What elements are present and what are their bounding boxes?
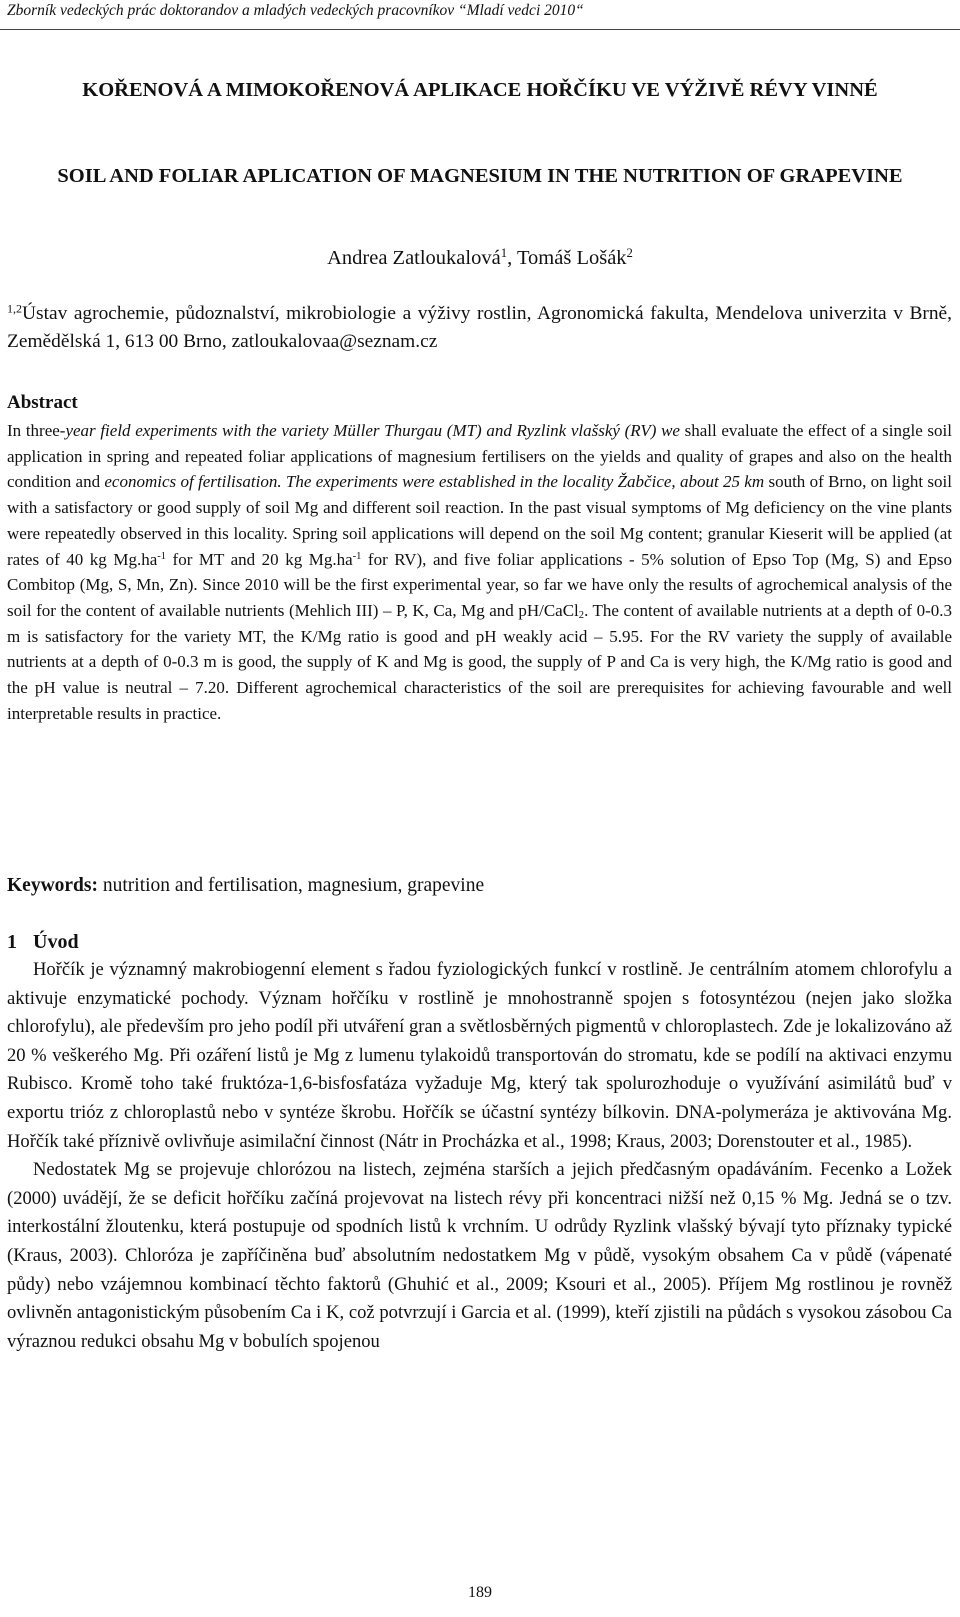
affiliation-text: Ústav agrochemie, půdoznalství, mikrobiologie a výživy rostlin, Agronomická fakulta, Mendelova univerzita v Brně, Zemědělská 1, 613 00 Brno, zatloukalovaa@seznam.cz [7,303,952,352]
page-number: 189 [468,1584,492,1601]
author-name: Tomáš Lošák [516,247,627,269]
abstract-text [7,418,952,726]
paper-title-czech: KOŘENOVÁ A MIMOKOŘENOVÁ APLIKACE HOŘČÍKU VE VÝŽIVĚ RÉVY VINNÉ [82,79,878,101]
body-paragraph: Hořčík je významný makrobiogenní element s řadou fyziologických funkcí v rostlině. Je centrálním atomem chlorofylu a aktivuje enzymatické pochody. Význam hořčíku v rostlině je mnohostranně spojen s fotosyntézou (nejen jako složka chlorofylu), ale především pro jeho podíl při utváření gran a světlosběrných pigmentů v chloroplastech. Zde je lokalizováno až 20 % veškerého Mg. Při ozáření listů je Mg z lumenu tylakoidů transportován do stromatu, kde se podílí na aktivaci enzymu Rubisco. Kromě toho také fruktóza-1,6-bisfosfatáza vyžaduje Mg, který tak spolurozhoduje o využívání asimilátů buď v exportu trióz z chloroplastů nebo v syntéze škrobu. Hořčík se účastní syntézy bílkovin. DNA-polymeráza je aktivována Mg. Hořčík také příznivě ovlivňuje asimilační činnost (Nátr in Procházka et al., 1998; Kraus, 2003; Dorenstouter et al., 1985). [7,959,952,1152]
author-name: Andrea Zatloukalová [327,247,501,269]
section-title: Úvod [33,931,79,953]
author-separator: , [507,247,517,269]
abstract-segment: for MT and 20 kg Mg.ha [166,549,353,569]
unit-exponent: -1 [352,550,362,562]
keywords-line [7,872,484,899]
affiliation-mark: 1,2 [7,301,23,316]
affiliation [7,300,952,355]
abstract-segment: shall evaluate the effect of a single soil application in spring and repeated foliar applications of magnesium fertilisers on the yields and quality of grapes and also on the health condition and [7,421,952,492]
chemical-subscript: 2 [578,610,585,622]
body-text [7,956,952,1356]
abstract-segment: south of Brno, on light soil with a satisfactory or good supply of soil Mg and different soil reaction. In the past visual symptoms of Mg deficiency on the vine plants were repeatedly observed in this locality. Spring soil applications will depend on the soil Mg content; granular Kieserit will be applied (at rates of 40 kg Mg.ha [7,472,952,569]
section-heading [7,928,79,956]
abstract-segment-italic: economics of fertilisation. The experiments were established in the locality Žabčice, about 25 km [104,472,765,492]
abstract-segment: for RV), and five foliar applications - 5% solution of Epso Top (Mg, S) and Epso Combitop (Mg, S, Mn, Zn). Since 2010 will be the first experimental year, so far we have only the results of agrochemical analysis of the soil for the content of available nutrients (Mehlich III) – P, K, Ca, Mg and pH/CaCl [7,549,952,620]
running-header-text: Zborník vedeckých prác doktorandov a mladých vedeckých pracovníkov “Mladí vedci 2010“ [7,2,584,19]
abstract-segment: . The content of available nutrients at a depth of 0-0.3 m is satisfactory for the variety MT, the K/Mg ratio is good and pH weakly acid – 5.95. For the RV variety the supply of available nutrients at a depth of 0-0.3 m is good, the supply of K and Mg is good, the supply of P and Ca is very high, the K/Mg ratio is good and the pH value is neutral – 7.20. Different agrochemical characteristics of the soil are prerequisites for achieving favourable and well interpretable results in practice. [7,600,952,723]
running-header [0,2,960,30]
paper-title-english: SOIL AND FOLIAR APLICATION OF MAGNESIUM IN THE NUTRITION OF GRAPEVINE [57,165,903,187]
keywords-label: Keywords: [7,875,98,896]
body-paragraph: Nedostatek Mg se projevuje chlorózou na listech, zejména starších a jejich předčasným opadáváním. Fecenko a Ložek (2000) uvádějí, že se deficit hořčíku začíná projevovat na listech révy při koncentraci nižší než 0,15 % Mg. Jedná se o tzv. interkostální žloutenku, která postupuje od spodních listů k vrchním. U odrůdy Ryzlink vlašský bývají tyto příznaky typické (Kraus, 2003). Chloróza je zapříčiněna buď absolutním nedostatkem Mg v půdě, vysokým obsahem Ca v půdě (vápenaté půdy) nebo vzájemnou kombinací těchto faktorů (Ghuhić et al., 2009; Ksouri et al., 2005). Příjem Mg rostlinou je rovněž ovlivněn antagonistickým působením Ca i K, což potvrzují i Garcia et al. (1999), kteří zjistili na půdách s vysokou zásobou Ca výraznou redukci obsahu Mg v bobulích spojenou [7,1159,952,1352]
keywords-text: nutrition and fertilisation, magnesium, grapevine [98,875,485,896]
author-affiliation-mark: 1 [500,246,508,261]
unit-exponent: -1 [157,550,167,562]
author-affiliation-mark: 2 [626,246,633,261]
abstract-segment: In three- [7,421,66,440]
section-number: 1 [7,931,17,953]
abstract-heading: Abstract [7,392,78,413]
author-line [0,244,960,272]
abstract-segment-italic: year field experiments with the variety Müller Thurgau (MT) and Ryzlink vlašský (RV) we [65,421,680,440]
